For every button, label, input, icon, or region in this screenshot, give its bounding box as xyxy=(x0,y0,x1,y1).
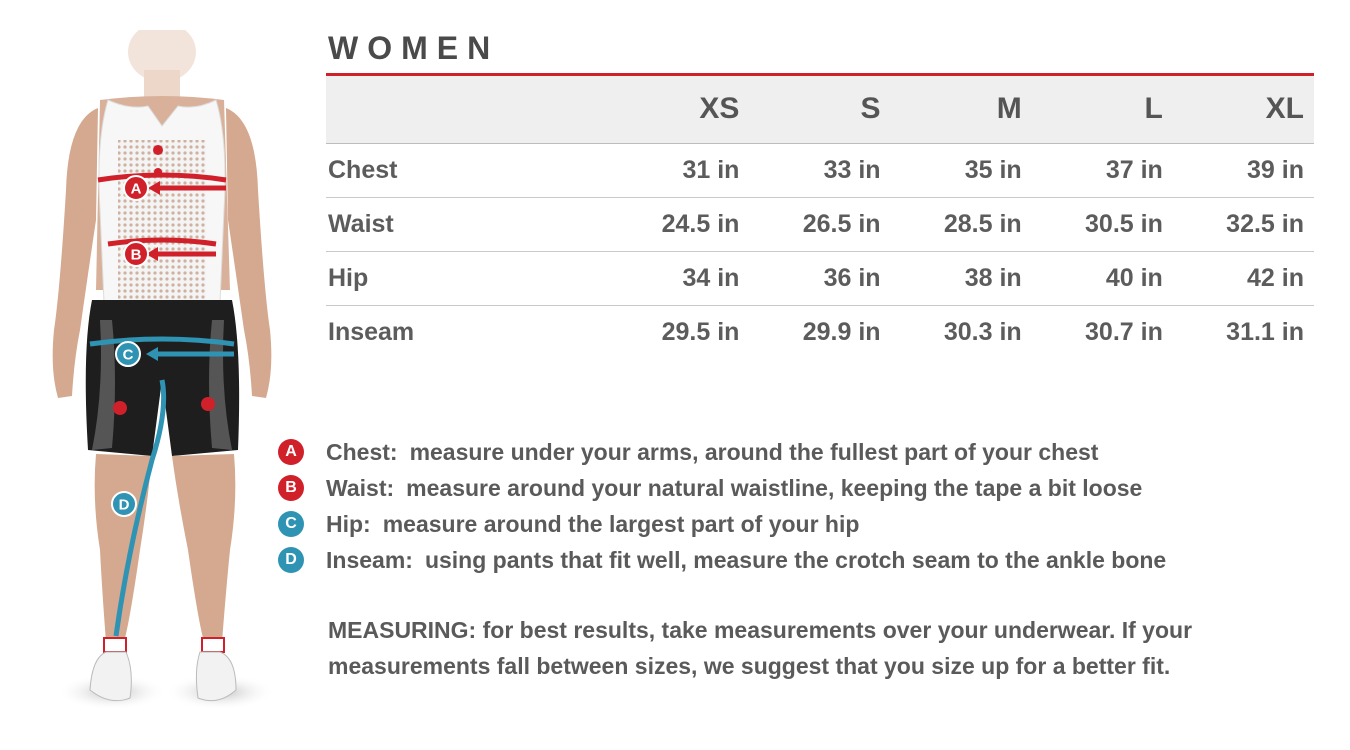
badge-a-icon: A xyxy=(278,439,304,465)
cell-value: 31 in xyxy=(682,155,740,184)
legend-text xyxy=(326,475,1142,502)
size-chart-table xyxy=(326,76,1314,359)
left-shoe xyxy=(90,652,131,701)
cell-value: 29.9 in xyxy=(802,317,881,346)
hip-marker-letter: C xyxy=(122,346,134,364)
chest-marker-letter: A xyxy=(130,180,142,198)
cell-value: 28.5 in xyxy=(943,209,1022,238)
cell-value: 30.5 in xyxy=(1085,209,1163,238)
cell-value: 31.1 in xyxy=(1226,317,1304,346)
table-header-row xyxy=(326,76,1314,143)
badge-d-icon: D xyxy=(278,547,304,573)
legend-description: using pants that fit well, measure the crotch seam to the ankle bone xyxy=(424,546,1167,573)
neck xyxy=(144,70,180,100)
cell-value: 39 in xyxy=(1247,155,1304,184)
row-label: Chest xyxy=(328,155,398,184)
cell-value: 36 in xyxy=(823,263,881,292)
header-corner xyxy=(326,76,608,143)
cell-value: 30.7 in xyxy=(1085,317,1163,346)
table-row-hip xyxy=(326,251,1314,305)
cell-value: 42 in xyxy=(1247,263,1304,292)
header-size-l: L xyxy=(1144,92,1163,126)
cell-value: 34 in xyxy=(682,263,740,292)
mannequin-illustration xyxy=(20,30,310,730)
cell-value: 24.5 in xyxy=(661,209,740,238)
cell-value: 37 in xyxy=(1105,155,1163,184)
page-title: WOMEN xyxy=(328,30,500,66)
cell-value: 30.3 in xyxy=(943,317,1022,346)
cell-value: 33 in xyxy=(823,155,881,184)
badge-c-icon: C xyxy=(278,511,304,537)
badge-b-icon: B xyxy=(278,475,304,501)
measurement-figure xyxy=(20,30,310,730)
measuring-note-line-2: measurements fall between sizes, we suggest that you size up for a better fit. xyxy=(328,653,1171,679)
cell-value: 38 in xyxy=(964,263,1022,292)
legend-description: measure around the largest part of your hip xyxy=(382,510,860,537)
header-size-xs: XS xyxy=(699,92,740,126)
right-leg xyxy=(172,454,235,642)
legend-item-chest xyxy=(278,434,1338,470)
header-size-m: M xyxy=(996,92,1022,126)
cell-value: 29.5 in xyxy=(661,317,740,346)
cell-value: 40 in xyxy=(1105,263,1163,292)
row-label: Hip xyxy=(328,263,369,292)
header-size-s: S xyxy=(860,92,881,126)
top-logo xyxy=(153,145,163,155)
legend-term: Waist: xyxy=(326,474,395,501)
row-label: Waist xyxy=(328,209,394,238)
legend-description: measure under your arms, around the fullest part of your chest xyxy=(409,438,1099,465)
measuring-note xyxy=(328,612,1328,684)
legend-term: Inseam: xyxy=(326,546,413,573)
left-leg xyxy=(95,454,152,642)
table-row-chest xyxy=(326,143,1314,197)
legend-text xyxy=(326,547,1166,574)
legend-item-waist xyxy=(278,470,1338,506)
measuring-note-line-1: MEASURING: for best results, take measurements over your underwear. If your xyxy=(328,617,1193,643)
measurement-legend xyxy=(278,434,1338,578)
legend-text xyxy=(326,511,859,538)
table-row-waist xyxy=(326,197,1314,251)
cell-value: 32.5 in xyxy=(1226,209,1304,238)
waist-marker-letter: B xyxy=(130,246,142,264)
legend-text xyxy=(326,439,1098,466)
right-sock xyxy=(202,638,224,652)
inseam-marker-letter: D xyxy=(118,496,130,514)
legend-item-inseam xyxy=(278,542,1338,578)
header-size-xl: XL xyxy=(1265,92,1304,126)
cell-value: 35 in xyxy=(964,155,1022,184)
row-label: Inseam xyxy=(328,317,415,346)
shorts-logo-left xyxy=(113,401,127,415)
left-sock xyxy=(104,638,126,652)
cell-value: 26.5 in xyxy=(802,209,881,238)
legend-term: Hip: xyxy=(326,510,371,537)
shorts-logo-right xyxy=(201,397,215,411)
mesh-panel xyxy=(118,140,206,300)
right-shoe xyxy=(196,652,236,701)
legend-description: measure around your natural waistline, keeping the tape a bit loose xyxy=(406,474,1143,501)
table-row-inseam xyxy=(326,305,1314,359)
legend-term: Chest: xyxy=(326,438,398,465)
legend-item-hip xyxy=(278,506,1338,542)
